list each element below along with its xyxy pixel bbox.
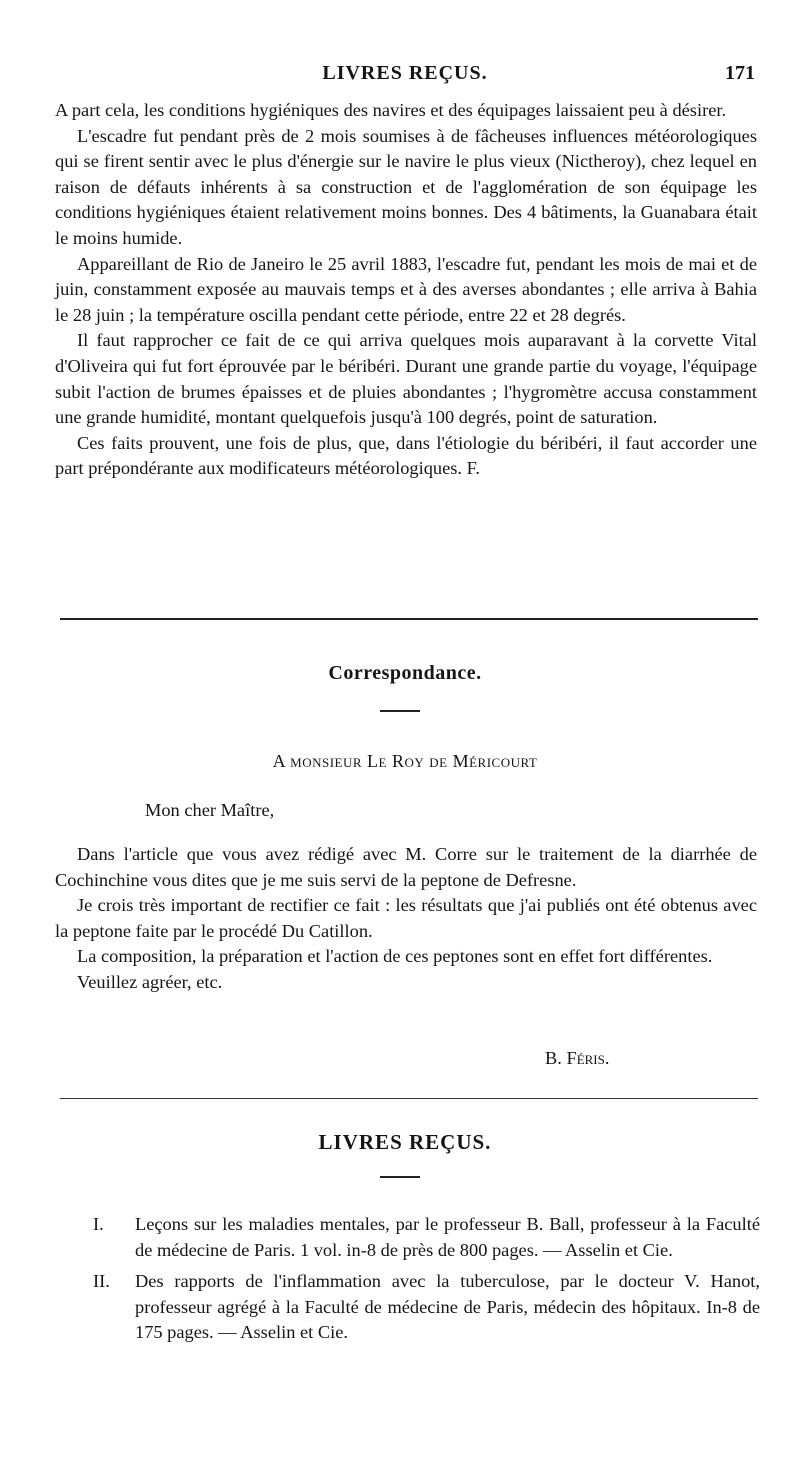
article-paragraph: L'escadre fut pendant près de 2 mois soumises à de fâcheuses influences météorologiques qui se firent sentir avec le plus d'énergie sur le navire le plus vieux (Nictheroy), chez lequel en raison de défauts inhérents à sa construction et de l'agglomération de son équipage les conditions hygiéniques étaient relativement moins bonnes. Des 4 bâtiments, la Guanabara était le moins humide. — [55, 125, 757, 248]
book-description: Leçons sur les maladies mentales, par le professeur B. Ball, professeur à la Faculté de médecine de Paris. 1 vol. in-8 de près de 800 pages. — Asselin et Cie. — [135, 1214, 760, 1260]
book-description: Des rapports de l'inflammation avec la tuberculose, par le docteur V. Hanot, professeur agrégé à la Faculté de médecine de Paris, médecin des hôpitaux. In-8 de 175 pages. — Asselin et Cie. — [135, 1271, 760, 1343]
letter-signature: B. Féris. — [545, 1048, 610, 1068]
article-body — [55, 98, 757, 482]
letter-paragraph: Je crois très important de rectifier ce fait : les résultats que j'ai publiés ont été obtenus avec la peptone faite par le procédé Du Catillon. — [55, 895, 757, 941]
letter-body — [55, 842, 757, 996]
article-paragraph: Appareillant de Rio de Janeiro le 25 avril 1883, l'escadre fut, pendant les mois de mai et de juin, constamment exposée au mauvais temps et à des averses abondantes ; elle arriva à Bahia le 28 juin ; la température oscilla pendant cette période, entre 22 et 28 degrés. — [55, 253, 757, 325]
book-entry — [55, 1212, 760, 1263]
title-underline — [380, 710, 420, 712]
letter-paragraph: Veuillez agréer, etc. — [77, 971, 223, 992]
section-divider — [60, 1098, 758, 1099]
letter-salutation: Mon cher Maître, — [145, 800, 275, 820]
book-number: II. — [93, 1271, 110, 1292]
article-paragraph: Il faut rapprocher ce fait de ce qui arriva quelques mois auparavant à la corvette Vital d'Oliveira qui fut fort éprouvée par le béribéri. Durant une grande partie du voyage, l'équipage subit l'action de brumes épaisses et de pluies abondantes ; l'hygromètre accusa constamment une grande humidité, montant quelquefois jusqu'à 100 degrés, point de saturation. — [55, 330, 757, 428]
title-underline — [380, 1176, 420, 1178]
running-header — [55, 62, 755, 90]
letter-paragraph: Dans l'article que vous avez rédigé avec M. Corre sur le traitement de la diarrhée de Cochinchine vous dites que je me suis servi de la peptone de Defresne. — [55, 844, 757, 890]
book-number: I. — [93, 1214, 104, 1234]
running-title: LIVRES REÇUS. — [322, 62, 488, 84]
letter-address: A monsieur Le Roy de Méricourt — [272, 751, 538, 771]
page-number: 171 — [725, 62, 755, 84]
books-received-title: LIVRES REÇUS. — [318, 1130, 492, 1154]
article-paragraph: A part cela, les conditions hygiéniques des navires et des équipages laissaient peu à désirer. — [55, 100, 727, 120]
section-divider — [60, 618, 758, 620]
letter-paragraph: La composition, la préparation et l'action de ces peptones sont en effet fort différentes. — [77, 946, 713, 967]
correspondence-title: Correspondance. — [328, 662, 482, 684]
article-paragraph: Ces faits prouvent, une fois de plus, que, dans l'étiologie du béribéri, il faut accorder une part prépondérante aux modificateurs météorologiques. F. — [55, 432, 757, 479]
book-entry — [55, 1269, 760, 1346]
books-list — [55, 1212, 760, 1346]
